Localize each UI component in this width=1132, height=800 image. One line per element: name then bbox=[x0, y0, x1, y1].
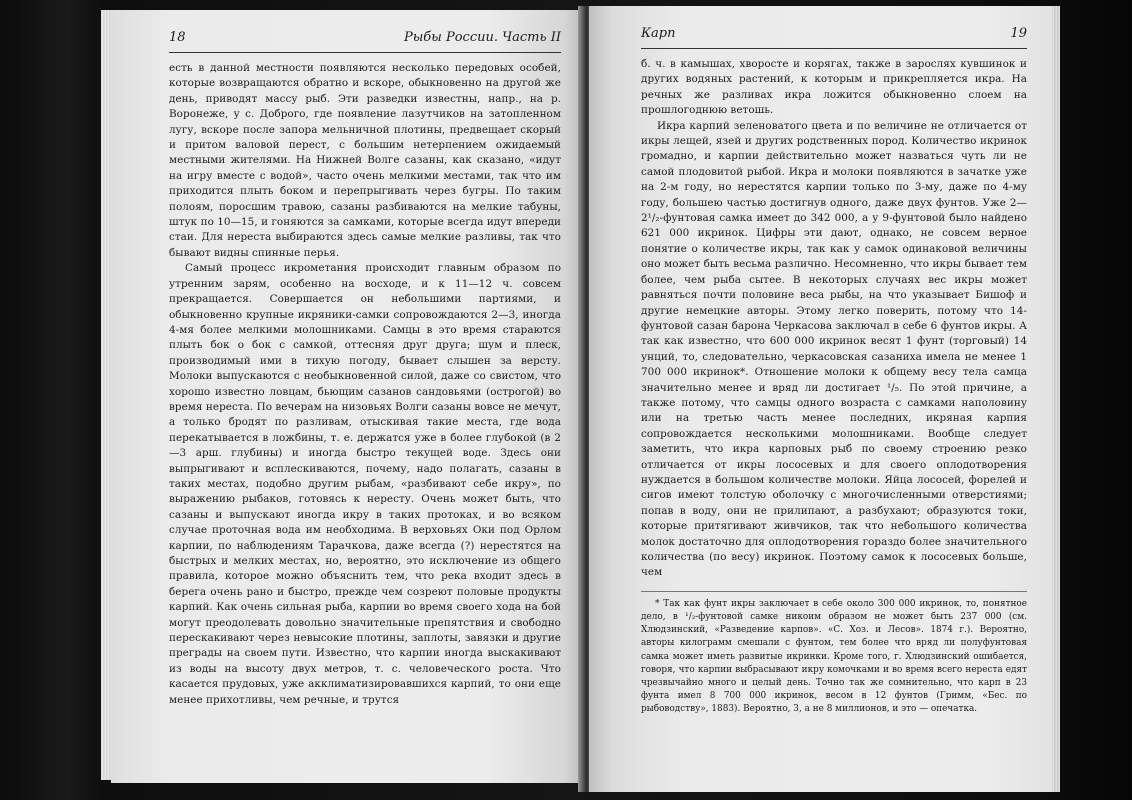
right-running-title: Карп bbox=[641, 26, 676, 41]
right-page-header bbox=[641, 26, 1027, 49]
right-page bbox=[589, 6, 1055, 792]
left-paragraph-2: Самый процесс икрометания происходит главным образом по утренним зарям, особенно на восходе, и к 11—12 ч. совсем прекращается. Совершается он небольшими партиями, и обыкновенно крупные икряники-самки сопровождаются 2—3, иногда 4-мя более мелкими молошниками. Самцы в это время стараются плыть бок о бок с самкой, оттесняя друг друга; шум и плеск, производимый ими в тихую погоду, бывает слышен за версту. Молоки выпускаются с необыкновенной силой, даже со свистом, что хорошо известно ловцам, бьющим сазанов сандовьями (острогой) во время нереста. По вечерам на низовьях Волги сазаны вовсе не мечут, а только бродят по разливам, отыскивая такие места, где вода перекатывается в ложбины, т. е. держатся уже в более глубокой (в 2—3 арш. глубины) и иногда быстро текущей воде. Здесь они выпрыгивают и всплескиваются, почему, надо полагать, сазаны в таких местах, подобно другим рыбам, «разбивают себе икру», по выражению рыбаков, готовясь к нересту. Очень может быть, что сазаны и выпускают иногда икру в таких протоках, и во всяком случае проточная вода им необходима. В верховьях Оки под Орлом карпии, по наблюдениям Тарачкова, даже всегда (?) нерестятся на быстрых и мелких местах, но, вероятно, это исключение из общего правила, которое можно объяснить тем, что река входит здесь в берега очень рано и быстро, прежде чем созреют половые продукты карпий. Как очень сильная рыба, карпии во время своего хода на бой могут преодолевать довольно значительные препятствия и свободно перескакивают через невысокие плотины, заплоты, завязки и другие преграды на своем пути. Известно, что карпии иногда выскакивают из воды на высоту двух метров, т. с. человеческого роста. Что касается прудовых, уже акклиматизировавшихся карпий, то они еще менее прихотливы, чем речные, и трутся bbox=[169, 262, 561, 706]
right-page-edges bbox=[1052, 6, 1060, 792]
footnote-text: * Так как фунт икры заключает в себе около 300 000 икринок, то, понятное дело, в ¹/₂-фунтовой самке никоим образом не может быть 237 000 (см. Хлюдзинский, «Разведение карпов». «С. Хоз. и Лесов». 1874 г.). Вероятно, авторы килограмм смешали с фунтом, тем более что вряд ли полуфунтовая самка может иметь развитые икринки. Кроме того, г. Хлюдзинский ошибается, говоря, что карпии выбрасывают икру комочками и во время всего нереста едят чрезвычайно много и целый день. Точно так же сомнительно, что карп в 23 фунта имел 8 700 000 икринок, весом в 12 фунтов (Гримм, «Бес. по рыбоводству», 1883). Вероятно, 3, а не 8 миллионов, и это — опечатка. bbox=[641, 598, 1027, 715]
right-page-body bbox=[641, 57, 1027, 581]
left-page-header bbox=[169, 30, 561, 53]
left-paragraph-1: есть в данной местности появляются несколько передовых особей, которые возвращаются обратно и вскоре, обыкновенно на другой же день, приводят массу рыб. Эти разведки известны, напр., на р. Воронеже, у с. Доброго, где появление лазутчиков на затопленном лугу, вскоре после запора мельничной плотины, предвещает скорый и притом валовой перест, с большим нетерпением ожидаемый местными жителями. На Нижней Волге сазаны, как сказано, «идут на игру вместе с водой», часто очень мелкими местами, так что им приходится плыть боком и перепрыгивать через бугры. По таким полоям, поросшим травою, сазаны разбиваются на мелкие табуны, штук по 10—15, и гоняются за самками, которые всегда идут впереди стаи. Для нереста выбираются здесь самые мелкие разливы, так что бывают видны спинные перья. bbox=[169, 62, 561, 259]
left-page-number: 18 bbox=[169, 30, 186, 45]
left-running-title: Рыбы России. Часть II bbox=[403, 30, 561, 45]
left-page-edges bbox=[101, 10, 111, 780]
right-paragraph-2: Икра карпий зеленоватого цвета и по величине не отличается от икры лещей, язей и других родственных пород. Количество икринок громадно, и карпии действительно может назваться чуть ли не самой плодовитой рыбой. Икра и молоки появляются в зачатке уже на 2-м году, но нерестятся карпии только по 3-му, даже по 4-му году, большею частью достигнув одного, даже двух фунтов. Уже 2—2¹/₂-фунтовая самка имеет до 342 000, а у 9-фунтовой было найдено 621 000 икринок. Цифры эти дают, однако, не совсем верное понятие о количестве икры, так как у самок одинаковой величины оно может быть весьма различно. Несомненно, что икры бывает тем более, чем рыба сытее. В некоторых случаях вес икры может равняться почти половине веса рыбы, на что указывает Бишоф и другие немецкие авторы. Этому легко поверить, потому что 14-фунтовой сазан барона Черкасова заключал в себе 6 фунтов икры. А так как известно, что 600 000 икринок весят 1 фунт (торговый) 14 унций, то, следовательно, черкасовская сазаниха имела не менее 1 700 000 икринок*. Отношение молоки к общему весу тела самца значительно менее и вряд ли достигает ¹/₅. По этой причине, а также потому, что самцы одного возраста с самками наполовину или на третью часть менее последних, икряная карпия сопровождается несколькими молошниками. Вообще следует заметить, что икра карповых рыб по своему строению резко отличается от икры лососевых и для своего оплодотворения нуждается в большом количестве молоки. Яйца лососей, форелей и сигов имеют толстую оболочку с многочисленными отверстиями; попав в воду, они не прилипают, а разбухают; образуются токи, которые притягивают живчиков, так что небольшого количества молок достаточно для оплодотворения гораздо более значительного количества (по весу) икринок. Поэтому самок к лососевых больше, чем bbox=[641, 119, 1027, 579]
left-page-body bbox=[169, 61, 561, 708]
right-paragraph-1: б. ч. в камышах, хворосте и корягах, также в зарослях кувшинок и других водяных растений, к которым и прикрепляется икра. На речных же разливах икра ложится обыкновенно слоем на прошлогоднюю ветошь. bbox=[641, 58, 1027, 117]
left-page bbox=[111, 10, 583, 783]
right-page-number: 19 bbox=[1010, 26, 1027, 41]
right-footnote bbox=[641, 591, 1027, 717]
